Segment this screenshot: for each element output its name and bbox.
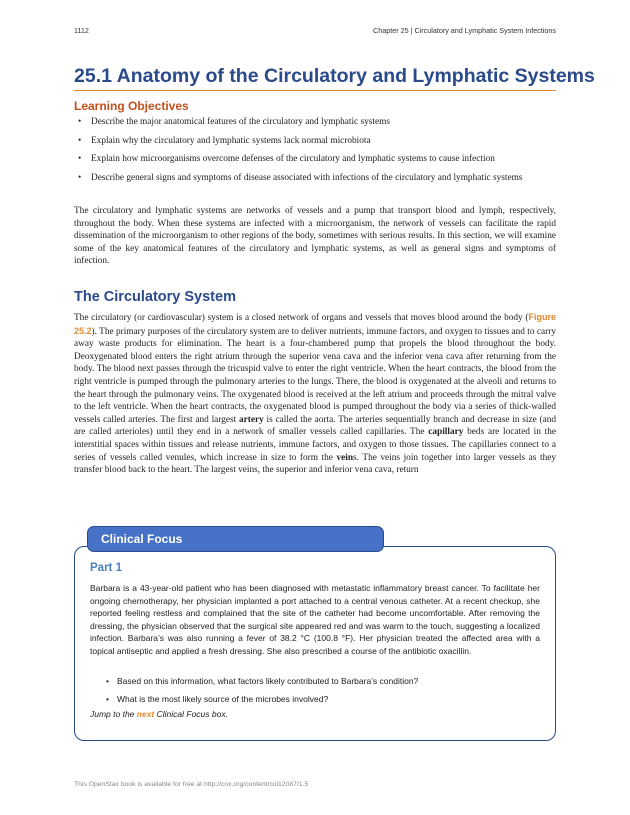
text-run: beds are located in the interstitial spaces within tissues and release nutrients, immune factors, and oxygen to those tissues. The capillaries connect to a series of vessels called venules, which increase in size to form the [74, 427, 556, 463]
list-item: • Describe general signs and symptoms of disease associated with infections of the circulatory and lymphatic systems [74, 172, 556, 184]
circulatory-system-heading: The Circulatory System [74, 289, 236, 305]
circulatory-paragraph [74, 311, 556, 477]
key-term-vein: vein [336, 452, 354, 463]
list-item: • Explain why the circulatory and lymphatic systems lack normal microbiota [74, 135, 556, 147]
text-run: is called the aorta. The arteries sequentially branch and decrease in size (and are called arterioles) until they end in a network of smaller vessels called capillaries. The [74, 414, 557, 438]
footer-note: This OpenStax book is available for free at http://cnx.org/content/col12087/1.5 [74, 781, 309, 788]
clinical-focus-questions [90, 675, 540, 711]
chapter-title: Chapter 25 | Circulatory and Lymphatic System Infections [373, 26, 556, 35]
list-item: • Based on this information, what factors likely contributed to Barbara’s condition? [90, 675, 540, 687]
section-title: 25.1 Anatomy of the Circulatory and Lymphatic Systems [74, 65, 595, 87]
clinical-focus-tab [87, 526, 384, 552]
page-number: 1112 [74, 26, 89, 35]
figure-link[interactable]: Figure 25.2 [74, 312, 556, 336]
list-item: • Describe the major anatomical features of the circulatory and lymphatic systems [74, 116, 556, 128]
learning-objectives-list [74, 116, 556, 184]
text-run: The circulatory (or cardiovascular) system is a closed network of organs and vessels that moves blood around the body ( [74, 313, 529, 323]
key-term-artery: artery [238, 414, 264, 425]
text-run: ). The primary purposes of the circulatory system are to deliver nutrients, immune factors, and oxygen to tissues and to carry away waste products for elimination. The heart is a four-chambered pump that propels the blood throughout the body. Deoxygenated blood enters the right atrium through the superior vena cava and the inferior vena cava after returning from the body. The blood next passes through the tricuspid valve to enter the right ventricle. When the heart contracts, the blood from the right ventricle is pumped through the pulmonary arteries to the lungs. There, the blood is oxygenated at the alveoli and returns to the heart through the pulmonary veins. The oxygenated blood is received at the left atrium and proceeds through the mitral valve to the left ventricle. When the heart contracts, the oxygenated blood is pumped throughout the body via a series of thick-walled vessels called arteries. The first and largest [74, 326, 556, 425]
next-clinical-focus-link[interactable]: next [136, 709, 155, 719]
list-item: • Explain how microorganisms overcome defenses of the circulatory and lymphatic systems to cause infection [74, 153, 556, 165]
running-head [74, 26, 556, 38]
text-run: Clinical Focus box. [154, 709, 228, 719]
learning-objectives-heading: Learning Objectives [74, 99, 189, 113]
clinical-focus-jump [90, 709, 228, 719]
intro-paragraph: The circulatory and lymphatic systems are networks of vessels and a pump that transport blood and lymph, respectively, throughout the body. When these systems are infected with a microorganism, the network of vessels can facilitate the rapid dissemination of the microorganism to other regions of the body, sometimes with serious results. In this section, we will examine some of the key anatomical features of the circulatory and lymphatic systems, as well as general signs and symptoms of infection. [74, 206, 556, 267]
clinical-focus-paragraph: Barbara is a 43-year-old patient who has been diagnosed with metastatic inflammatory breast cancer. To facilitate her ongoing chemotherapy, her physician implanted a port attached to a central venous catheter. At a recent checkup, she reported feeling restless and complained that the site of the catheter had become uncomfortable. After removing the dressing, the physician observed that the surgical site appeared red and was warm to the touch, suggesting a localized infection. Barbara’s was also running a fever of 38.2 °C (100.8 °F). Her physician treated the affected area with a topical antiseptic and applied a fresh dressing. She also prescribed a course of the antibiotic oxacillin. [90, 583, 540, 656]
list-item: • What is the most likely source of the microbes involved? [90, 693, 540, 705]
key-term-capillary: capillary [428, 427, 464, 438]
text-run: s. The veins join together into larger vessels as they transfer blood back to the heart. The largest veins, the superior and inferior vena cava, return [74, 452, 556, 476]
text-run: Jump to the [90, 709, 137, 719]
clinical-focus-part: Part 1 [90, 562, 122, 574]
clinical-focus-title: Clinical Focus [101, 532, 183, 546]
title-divider [74, 90, 556, 91]
